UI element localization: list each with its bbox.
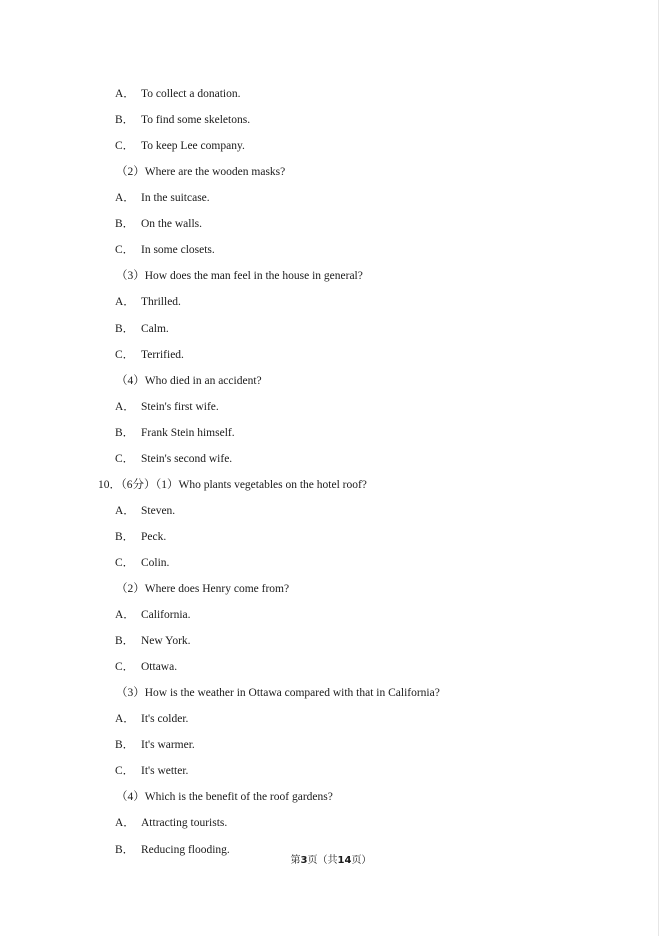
- sub-question: （2）Where does Henry come from?: [116, 583, 290, 595]
- option-letter: C．: [115, 556, 135, 569]
- option-text: Reducing flooding.: [141, 843, 230, 856]
- answer-option: [115, 217, 202, 231]
- option-text: Stein's second wife.: [141, 452, 233, 465]
- option-letter: C．: [115, 661, 135, 674]
- option-letter: B．: [115, 426, 135, 439]
- option-letter: C．: [115, 765, 135, 778]
- footer-page-number: 3: [300, 855, 308, 866]
- answer-option: [115, 712, 188, 726]
- answer-option: [115, 191, 210, 205]
- option-text: To keep Lee company.: [141, 140, 245, 153]
- answer-option: [115, 295, 181, 309]
- footer-suffix: 页）: [351, 855, 372, 866]
- option-text: In some closets.: [141, 244, 215, 257]
- option-letter: A．: [115, 400, 135, 413]
- option-letter: A．: [115, 713, 135, 726]
- option-text: Terrified.: [141, 348, 184, 361]
- option-letter: A．: [115, 609, 135, 621]
- answer-option: [115, 556, 169, 570]
- option-letter: A．: [115, 192, 135, 205]
- option-letter: C．: [115, 452, 135, 465]
- option-text: It's wetter.: [141, 765, 189, 778]
- option-text: Ottawa.: [141, 661, 178, 674]
- option-text: To collect a donation.: [141, 88, 241, 100]
- page-edge-rule: [658, 0, 659, 936]
- option-letter: B．: [115, 843, 135, 856]
- answer-option: [115, 608, 191, 622]
- answer-option: [115, 452, 232, 466]
- sub-question: （4）Who died in an accident?: [116, 374, 262, 387]
- option-letter: B．: [115, 635, 135, 648]
- footer-prefix: 第: [290, 855, 301, 866]
- option-text: Attracting tourists.: [141, 817, 228, 830]
- option-text: Steven.: [141, 504, 176, 517]
- answer-option: [115, 738, 195, 752]
- option-letter: B．: [115, 114, 135, 126]
- answer-option: [115, 504, 175, 518]
- sub-question: （3）How does the man feel in the house in general?: [116, 270, 363, 283]
- sub-question: （4）Which is the benefit of the roof gardens?: [116, 791, 333, 804]
- option-letter: A．: [115, 817, 135, 830]
- answer-option: [115, 348, 184, 362]
- option-text: Peck.: [141, 530, 167, 543]
- option-text: Thrilled.: [141, 296, 181, 309]
- option-letter: C．: [115, 140, 135, 153]
- option-text: Stein's first wife.: [141, 400, 219, 413]
- sub-question: （3）How is the weather in Ottawa compared with that in California?: [116, 687, 440, 700]
- option-text: New York.: [141, 635, 191, 648]
- sub-question: （2）Where are the wooden masks?: [116, 166, 286, 179]
- option-letter: B．: [115, 218, 135, 231]
- option-text: It's warmer.: [141, 739, 195, 752]
- answer-option: [115, 764, 188, 778]
- answer-option: [115, 243, 215, 257]
- option-letter: B．: [115, 322, 135, 335]
- option-text: It's colder.: [141, 713, 189, 726]
- option-letter: A．: [115, 88, 135, 100]
- option-text: Frank Stein himself.: [141, 426, 235, 439]
- answer-option: [115, 816, 227, 830]
- answer-option: [115, 530, 166, 544]
- option-letter: A．: [115, 504, 135, 517]
- option-letter: B．: [115, 739, 135, 752]
- footer-middle: 页（共: [307, 855, 338, 866]
- option-text: On the walls.: [141, 218, 203, 231]
- option-text: Calm.: [141, 322, 169, 335]
- option-text: To find some skeletons.: [141, 114, 251, 126]
- answer-option: [115, 322, 169, 336]
- option-letter: C．: [115, 244, 135, 257]
- option-text: California.: [141, 609, 191, 621]
- option-letter: A．: [115, 296, 135, 309]
- footer-total-pages: 14: [337, 855, 352, 866]
- answer-option: [115, 634, 191, 648]
- option-letter: C．: [115, 348, 135, 361]
- answer-option: [115, 400, 219, 414]
- option-text: In the suitcase.: [141, 192, 210, 205]
- answer-option: [115, 426, 235, 440]
- answer-option: [115, 113, 250, 127]
- page-footer: [0, 855, 662, 867]
- answer-option: [115, 139, 245, 153]
- option-letter: B．: [115, 530, 135, 543]
- main-question: 10．（6分）（1）Who plants vegetables on the hotel roof?: [98, 478, 367, 491]
- answer-option: [115, 87, 240, 101]
- option-text: Colin.: [141, 556, 170, 569]
- answer-option: [115, 660, 177, 674]
